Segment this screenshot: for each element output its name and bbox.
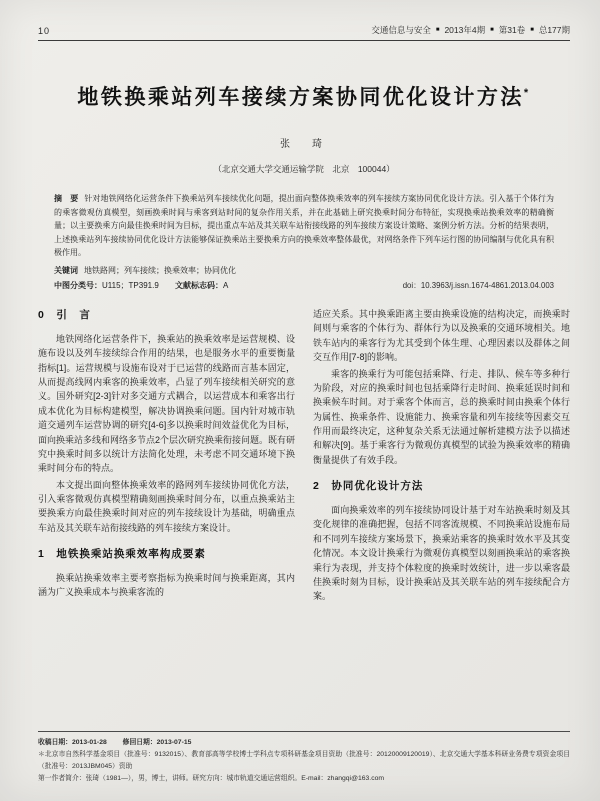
author-affiliation: （北京交通大学交通运输学院 北京 100044） [213,164,395,174]
abstract-label: 摘 要 [54,194,79,203]
keywords-line [38,265,570,276]
journal-name: 交通信息与安全 [371,25,431,35]
section-heading-1: 1 地铁换乘站换乘效率构成要素 [38,548,206,561]
abstract-text: 针对地铁网络化运营条件下换乘站列车接续优化问题，提出面向整体换乘效率的列车接续方案协同优化设计方法。引入基于个体行为的乘客微观仿真模型，刻画换乘时间与乘客到站时间的复杂作用关系，并在此基础上研究换乘时间分布特征，实现换乘站换乘效率的精确衡量；以主要换乘方向最佳换乘时间为目标，提出重点车站及其关联车站衔接线路的列车接续方案设计策略、案例分析方法。分析的结果表明，上述换乘站列车接续协同优化设计方法能够保证换乘站主要换乘方向的换乘效率整体最优，对网络条件下列车运行图的协同编制与优化具有积极作用。 [54,194,555,258]
section-heading-0: 0 引 言 [38,308,91,321]
body-columns [38,307,570,731]
separator-square-icon: ■ [490,27,494,33]
clc-label: 中图分类号： [54,280,102,290]
title-footnote-mark: * [523,87,531,99]
footnote-dates [38,737,570,748]
funding-note: ＊北京市自然科学基金项目（批准号：9132015）、教育部高等学校博士学科点专项科研基金项目资助（批准号：20120009120019）、北京交通大学基本科研业务费专项资金项目（批准号：2013JBM045）资助 [38,751,570,770]
paper-title-text: 地铁换乘站列车接续方案协同优化设计方法 [77,86,524,109]
right-column [313,307,570,731]
clc-value: U115；TP391.9 [102,280,159,290]
doi-text: doi：10.3963/j.issn.1674-4861.2013.04.003 [402,280,554,290]
separator-square-icon: ■ [435,27,440,33]
meta-line [38,280,570,291]
journal-volume: 第31卷 [498,25,526,35]
body-paragraph: 乘客的换乘行为可能包括乘降、行走、排队、候车等多种行为阶段，对应的换乘时间也包括乘降行走时间、换乘延误时间和换乘候车时间。对于乘客个体而言，总的换乘时间由换乘个体行为属性、换乘条件、设施能力、换乘容量和列车接续等因素交互作用而最终决定，这种复杂关系无法通过解析建模方法予以描述和解决[9]。基于乘客行为微观仿真模型的试验为换乘效率的精确衡量提供了有效手段。 [313,368,570,465]
journal-issue: 2013年4期 [444,25,486,35]
author-name: 张 琦 [280,139,328,150]
doc-code-label: 文献标志码： [175,280,224,290]
header-rule [38,40,570,41]
journal-total-issue: 总177期 [538,25,570,35]
paper-title [38,81,570,111]
revised-date: 修回日期：2013-07-15 [122,739,192,747]
keywords-text: 地铁路网；列车接续；换乘效率；协同优化 [84,265,236,275]
keywords-label: 关键词 [54,265,78,275]
received-date: 收稿日期：2013-01-28 [38,739,107,747]
abstract-block [38,192,570,260]
journal-info [371,24,570,36]
left-column [38,307,295,731]
body-paragraph: 地铁网络化运营条件下，换乘站的换乘效率是运营规模、设施布设以及列车接续综合作用的结果，也是服务水平的重要衡量指标[1]。运营规模与设施布设对于已运营的线路而言基本固定，从而提高线网内乘客的换乘效率，凸显了列车接续相关研究的意义。国外研究[2-3]针对多交通方式耦合，以运营成本和乘客出行成本优化为目标构建模型，解决协调换乘问题。国内针对城市轨道交通列车运营协调的研究[4-6]多以换乘时间效益优化为目标，面向换乘站多线和网络多节点2个层次研究换乘衔接问题。既有研究中换乘时间多以统计方法简化处理，未考虑不同交通环境下换乘时间分布的特点。 [38,333,296,474]
footnote-block [38,731,570,785]
doc-code-value: A [223,280,229,290]
body-paragraph: 换乘站换乘效率主要考察指标为换乘时间与换乘距离，其内涵为广义换乘成本与换乘客流的 [38,573,295,598]
body-paragraph: 本文提出面向整体换乘效率的路网列车接续协同优化方法，引入乘客微观仿真模型精确刻画换乘时间分布，以重点换乘站主要换乘方向最佳换乘时间对应的列车接续设计为基础，明确重点车站及其关联车站衔接线路的列车接续方案设计。 [38,479,295,533]
body-paragraph: 适应关系。其中换乘距离主要由换乘设施的结构决定，而换乘时间则与乘客的个体行为、群体行为以及换乘的交通环境相关。地铁车站内的乘客行为尤其受到个体生理、心理因素以及群体之间交互作用[7-8]的影响。 [313,308,570,363]
page-number: 10 [38,26,51,36]
classification-info [54,280,228,291]
page-header [38,24,570,36]
body-paragraph: 面向换乘效率的列车接续协同设计基于对车站换乘时刻及其变化规律的准确把握，包括不同客流规模、不同换乘站设施布局和不同列车接续方案场景下，换乘站乘客的换乘时效水平及其变化情况。本文设计换乘行为微观仿真模型以刻画换乘站的乘客换乘行为表现，并支持个体粒度的换乘时效统计，进一步以乘客最佳换乘时刻为目标，设计换乘站及其关联车站的列车接续配合方案。 [313,505,570,602]
section-heading-2: 2 协同优化设计方法 [313,480,424,493]
separator-square-icon: ■ [530,27,534,33]
author-bio-note: 第一作者简介：张琦（1981—），男，博士，讲师。研究方向：城市轨道交通运营组织。E-mail：zhangqi@163.com [38,774,385,782]
